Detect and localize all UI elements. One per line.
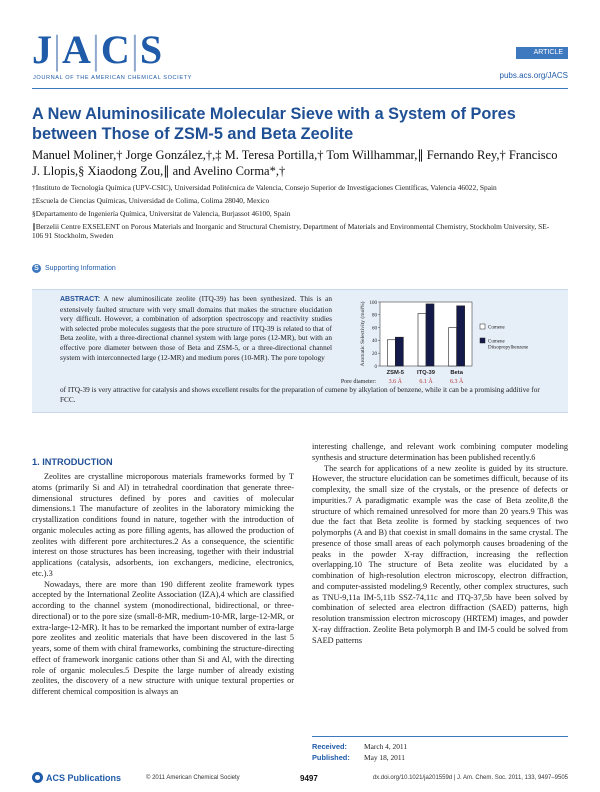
paragraph: The search for applications of a new zeolite is guided by its structure. However, the structure elucidation can be sometimes difficult, because of its complexity, the small size of the crystals, or the presence of defects or impurities.7 A paradigmatic example was the case of Beta zeolite,8 the structure of which remained unresolved for more than 20 years.9 This was due the fact that Beta zeolite is formed by stacking sequences of two polymorphs (A and B) that coexist in small domains in the same crystal. The presence of those small areas of each polymorph causes broadening of the peaks in the powder X-ray diffraction, increasing the reflection overlapping.10 The structure of Beta zeolite was elucidated by a combination of high-resolution electron microscopy, electron diffraction, and computer-assisted modeling.9 Recently, other complex structures, such as TNU-9,11a IM-5,11b SSZ-74,11c and ITQ-37,5b have been solved by combination of selected area electron diffraction (SAED) patterns, high resolution transmission electron microscopy (HRTEM) images, and powder X-ray diffraction. Zeolite Beta polymorph B and IM-5 could be solved from SAED patterns — [312, 463, 568, 645]
legend-label: Cumene — [488, 325, 505, 331]
y-tick-label: 20 — [372, 352, 377, 357]
acs-publications-logo: ACS Publications — [32, 772, 121, 783]
toc-bar-chart — [334, 294, 556, 390]
journal-header — [32, 27, 568, 88]
paragraph: interesting challenge, and relevant work combining computer modeling synthesis and structure determination has been published recently.6 — [312, 442, 568, 462]
supporting-info-icon: S — [32, 264, 41, 273]
article-title: A New Aluminosilicate Molecular Sieve with a System of Pores between Those of ZSM-5 and Beta Zeolite — [32, 105, 516, 143]
affiliation: ‡Escuela de Ciencias Químicas, Universidad de Colima, Colima 28040, Mexico — [32, 195, 270, 205]
abstract-continuation: of ITQ-39 is very attractive for catalysis and shows excellent results for the preparation of cumene by alkylation of benzene, while it can be a promising additive for FCC. — [60, 385, 540, 404]
abstract-text: ABSTRACT: A new aluminosilicate zeolite (ITQ-39) has been synthesized. This is an extensively faulted structure with very small domains that makes the structure elucidation very difficult. However, a combination of adsorption spectroscopy and reactivity studies with selected probe molecules suggests that the pore structure of ITQ-39 is related to that of Beta zeolite, with a three-directional channel system with large pores (12-MR), but with an effective pore diameter between those of Beta and ZSM-5, or a three-directional channel system with interconnected large (12-MR) and medium pores (10-MR). The pore topology — [60, 294, 332, 362]
affiliation: †Instituto de Tecnología Química (UPV-CSIC), Universidad Politécnica de Valencia, Consejo Superior de Investigaciones Científicas, Valencia 46022, Spain — [32, 183, 497, 192]
x-category-label: ZSM-5 — [386, 370, 405, 376]
affiliation: §Departamento de Ingeniería Química, Universitat de Valencia, Burjassot 46100, Spain — [32, 208, 291, 218]
body-column-left — [32, 472, 294, 698]
acs-logo-icon — [32, 772, 43, 783]
bar-cumene — [418, 314, 426, 366]
y-tick-label: 100 — [369, 300, 377, 306]
affiliation: ∥Berzelii Centre EXSELENT on Porous Materials and Inorganic and Structural Chemistry, Department of Materials and Environmental Chemistry, Stockholm University, SE-106 91 Stockholm, Sweden — [32, 221, 550, 241]
legend-label: Cumene — [488, 339, 505, 345]
doi-citation[interactable]: dx.doi.org/10.1021/ja201559d | J. Am. Chem. Soc. 2011, 133, 9497–9505 — [372, 775, 568, 781]
page-number: 9497 — [300, 774, 318, 783]
date-published: Published: May 18, 2011 — [312, 753, 405, 762]
bar-cumene-diisopropylbenzene — [395, 337, 403, 366]
section-heading-introduction: 1. INTRODUCTION — [32, 457, 113, 467]
chart-svg — [334, 294, 556, 390]
bar-cumene-diisopropylbenzene — [457, 306, 465, 366]
journal-url-link[interactable]: pubs.acs.org/JACS — [499, 71, 568, 80]
article-type-badge: ARTICLE — [516, 47, 568, 59]
publication-dates — [312, 736, 568, 763]
y-tick-label: 60 — [372, 326, 377, 332]
pore-diameter-label: 3.6 Å — [388, 379, 403, 385]
pore-diameter-label: 6.3 Å — [449, 379, 464, 385]
abstract-box — [32, 289, 568, 413]
paragraph: Nowadays, there are more than 190 different zeolite framework types accepted by the International Zeolite Association (IZA),4 which are classified according to the channel system (monodirectional, bidirectional, or three-directional) or to the pore size (small-8-MR, medium-10-MR, large-12-MR, or extra-large-12-MR). It has to be remarked the important number of extra-large pore zeolites and zeolitic materials that have been discovered in the last 5 years, some of them with chiral frameworks, combining the structure-directing effect of framework inorganic cations other than Si and Al, with the directing role of organic molecules.5 Despite the large number of already existing zeolites, the discovery of a new structure with unique textural properties or different chemical composition is always an — [32, 579, 294, 696]
body-column-right — [312, 442, 568, 646]
header-divider — [32, 88, 568, 89]
pore-diameter-label: 6.1 Å — [419, 379, 433, 385]
y-axis-label: Aromatic Selectivity (mol%) — [360, 301, 366, 367]
bar-cumene — [449, 328, 457, 366]
abstract-label: ABSTRACT: — [60, 296, 101, 303]
date-received: Received: March 4, 2011 — [312, 742, 408, 751]
supporting-information-link[interactable]: S Supporting Information — [32, 264, 116, 273]
pore-diameter-title: Pore diameter: — [340, 379, 376, 385]
legend-swatch — [480, 338, 485, 343]
y-tick-label: 40 — [372, 339, 377, 345]
copyright: © 2011 American Chemical Society — [146, 775, 240, 781]
legend-label: Diisopropylbenzene — [488, 345, 529, 351]
affiliations — [32, 183, 552, 244]
y-tick-label: 0 — [374, 364, 377, 370]
paragraph: Zeolites are crystalline microporous materials frameworks formed by T atoms (primarily Si and Al) in tetrahedral coordination that generate three-dimensional structures defined by pores and cavities of molecular dimensions.1 The manufacture of zeolites in the laboratory mimicking the crystallization conditions found in nature, together with the introduction of organic molecules acting as pore filling agents, has allowed the production of zeolites with different pore architectures.2 As a consequence, the scientific interest on those structures has been increasing, together with their industrial applications (catalysis, adsorbents, ion exchangers, medicine, electronics, etc.).3 — [32, 472, 294, 578]
y-tick-label: 80 — [372, 313, 377, 319]
jacs-logo: J|A|C|S — [32, 27, 164, 72]
author-list: Manuel Moliner,† Jorge González,†,‡ M. Teresa Portilla,† Tom Willhammar,∥ Fernando Rey,† Francisco J. Llopis,§ Xiaodong Zou,∥ and Avelino Corma*,† — [32, 148, 558, 178]
bar-cumene — [387, 340, 395, 366]
bar-cumene-diisopropylbenzene — [426, 304, 434, 366]
x-category-label: ITQ-39 — [416, 370, 436, 376]
journal-name: JOURNAL OF THE AMERICAN CHEMICAL SOCIETY — [33, 75, 192, 81]
x-category-label: Beta — [450, 370, 463, 376]
legend-swatch — [480, 324, 485, 329]
page-footer — [32, 771, 568, 785]
